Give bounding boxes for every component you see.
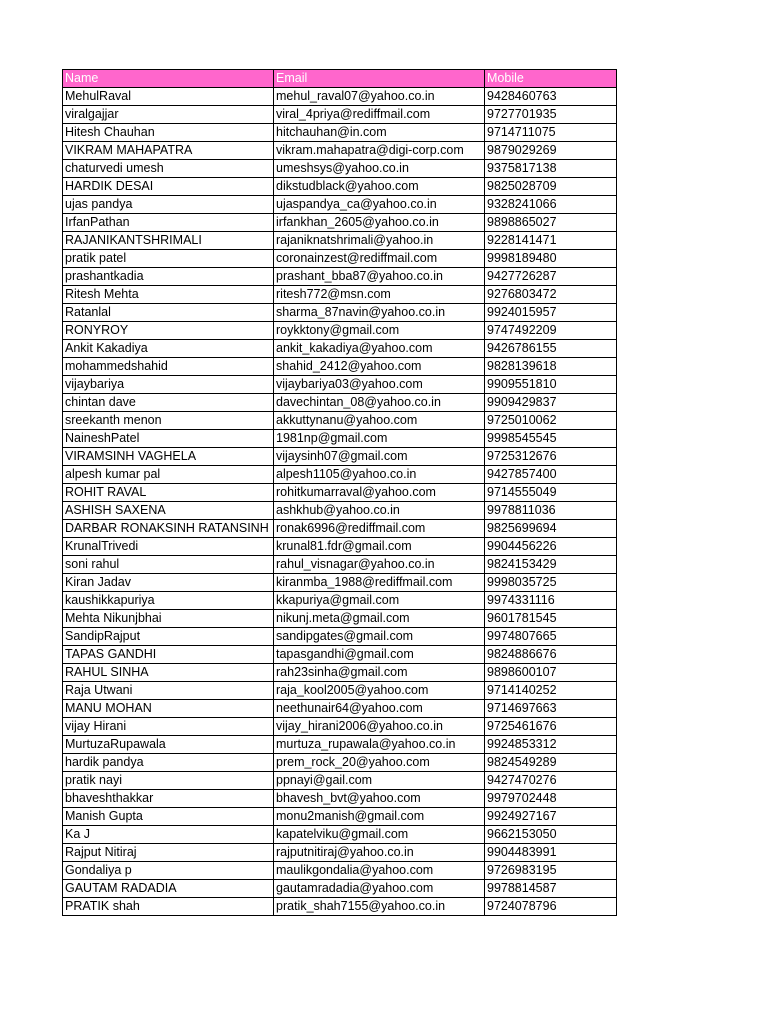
email-cell: 1981np@gmail.com bbox=[274, 430, 485, 448]
table-row bbox=[63, 106, 617, 124]
name-cell: Hitesh Chauhan bbox=[63, 124, 274, 142]
mobile-cell: 9726983195 bbox=[485, 862, 617, 880]
mobile-cell: 9924853312 bbox=[485, 736, 617, 754]
mobile-cell: 9904483991 bbox=[485, 844, 617, 862]
name-cell: PRATIK shah bbox=[63, 898, 274, 916]
name-cell: RONYROY bbox=[63, 322, 274, 340]
mobile-cell: 9727701935 bbox=[485, 106, 617, 124]
email-cell: ppnayi@gail.com bbox=[274, 772, 485, 790]
email-cell: umeshsys@yahoo.co.in bbox=[274, 160, 485, 178]
table-row bbox=[63, 340, 617, 358]
name-cell: DARBAR RONAKSINH RATANSINH bbox=[63, 520, 274, 538]
mobile-cell: 9328241066 bbox=[485, 196, 617, 214]
table-row bbox=[63, 610, 617, 628]
table-row bbox=[63, 430, 617, 448]
table-row bbox=[63, 790, 617, 808]
name-cell: pratik nayi bbox=[63, 772, 274, 790]
table-row bbox=[63, 196, 617, 214]
email-cell: murtuza_rupawala@yahoo.co.in bbox=[274, 736, 485, 754]
table-row bbox=[63, 664, 617, 682]
name-cell: TAPAS GANDHI bbox=[63, 646, 274, 664]
name-cell: NaineshPatel bbox=[63, 430, 274, 448]
mobile-cell: 9998189480 bbox=[485, 250, 617, 268]
name-cell: ujas pandya bbox=[63, 196, 274, 214]
name-cell: RAJANIKANTSHRIMALI bbox=[63, 232, 274, 250]
header-email: Email bbox=[274, 70, 485, 88]
table-row bbox=[63, 520, 617, 538]
table-row bbox=[63, 250, 617, 268]
header-row bbox=[63, 70, 617, 88]
email-cell: ujaspandya_ca@yahoo.co.in bbox=[274, 196, 485, 214]
name-cell: Mehta Nikunjbhai bbox=[63, 610, 274, 628]
email-cell: neethunair64@yahoo.com bbox=[274, 700, 485, 718]
mobile-cell: 9974331116 bbox=[485, 592, 617, 610]
email-cell: rahul_visnagar@yahoo.co.in bbox=[274, 556, 485, 574]
name-cell: HARDIK DESAI bbox=[63, 178, 274, 196]
name-cell: Ritesh Mehta bbox=[63, 286, 274, 304]
name-cell: chaturvedi umesh bbox=[63, 160, 274, 178]
name-cell: KrunalTrivedi bbox=[63, 538, 274, 556]
name-cell: SandipRajput bbox=[63, 628, 274, 646]
mobile-cell: 9714711075 bbox=[485, 124, 617, 142]
email-cell: roykktony@gmail.com bbox=[274, 322, 485, 340]
email-cell: ashkhub@yahoo.co.in bbox=[274, 502, 485, 520]
mobile-cell: 9898600107 bbox=[485, 664, 617, 682]
name-cell: Ka J bbox=[63, 826, 274, 844]
table-row bbox=[63, 178, 617, 196]
email-cell: vijaysinh07@gmail.com bbox=[274, 448, 485, 466]
name-cell: Ratanlal bbox=[63, 304, 274, 322]
name-cell: vijaybariya bbox=[63, 376, 274, 394]
contacts-table bbox=[62, 69, 617, 916]
table-row bbox=[63, 754, 617, 772]
mobile-cell: 9601781545 bbox=[485, 610, 617, 628]
header-name: Name bbox=[63, 70, 274, 88]
mobile-cell: 9924927167 bbox=[485, 808, 617, 826]
mobile-cell: 9898865027 bbox=[485, 214, 617, 232]
name-cell: GAUTAM RADADIA bbox=[63, 880, 274, 898]
email-cell: sharma_87navin@yahoo.co.in bbox=[274, 304, 485, 322]
email-cell: akkuttynanu@yahoo.com bbox=[274, 412, 485, 430]
mobile-cell: 9825699694 bbox=[485, 520, 617, 538]
mobile-cell: 9904456226 bbox=[485, 538, 617, 556]
name-cell: viralgajjar bbox=[63, 106, 274, 124]
mobile-cell: 9909551810 bbox=[485, 376, 617, 394]
header-mobile: Mobile bbox=[485, 70, 617, 88]
table-row bbox=[63, 484, 617, 502]
email-cell: maulikgondalia@yahoo.com bbox=[274, 862, 485, 880]
mobile-cell: 9924015957 bbox=[485, 304, 617, 322]
mobile-cell: 9974807665 bbox=[485, 628, 617, 646]
table-row bbox=[63, 412, 617, 430]
mobile-cell: 9824886676 bbox=[485, 646, 617, 664]
mobile-cell: 9824153429 bbox=[485, 556, 617, 574]
table-row bbox=[63, 286, 617, 304]
mobile-cell: 9725010062 bbox=[485, 412, 617, 430]
email-cell: vikram.mahapatra@digi-corp.com bbox=[274, 142, 485, 160]
name-cell: vijay Hirani bbox=[63, 718, 274, 736]
table-row bbox=[63, 844, 617, 862]
table-row bbox=[63, 394, 617, 412]
email-cell: nikunj.meta@gmail.com bbox=[274, 610, 485, 628]
email-cell: davechintan_08@yahoo.co.in bbox=[274, 394, 485, 412]
mobile-cell: 9427857400 bbox=[485, 466, 617, 484]
mobile-cell: 9828139618 bbox=[485, 358, 617, 376]
table-row bbox=[63, 556, 617, 574]
contacts-body bbox=[63, 88, 617, 916]
table-row bbox=[63, 304, 617, 322]
email-cell: alpesh1105@yahoo.co.in bbox=[274, 466, 485, 484]
table-row bbox=[63, 772, 617, 790]
table-row bbox=[63, 376, 617, 394]
table-row bbox=[63, 682, 617, 700]
name-cell: pratik patel bbox=[63, 250, 274, 268]
name-cell: kaushikkapuriya bbox=[63, 592, 274, 610]
name-cell: MANU MOHAN bbox=[63, 700, 274, 718]
email-cell: pratik_shah7155@yahoo.co.in bbox=[274, 898, 485, 916]
mobile-cell: 9714140252 bbox=[485, 682, 617, 700]
table-row bbox=[63, 736, 617, 754]
email-cell: mehul_raval07@yahoo.co.in bbox=[274, 88, 485, 106]
email-cell: rohitkumarraval@yahoo.com bbox=[274, 484, 485, 502]
table-row bbox=[63, 466, 617, 484]
mobile-cell: 9427726287 bbox=[485, 268, 617, 286]
mobile-cell: 9714555049 bbox=[485, 484, 617, 502]
email-cell: ankit_kakadiya@yahoo.com bbox=[274, 340, 485, 358]
name-cell: VIKRAM MAHAPATRA bbox=[63, 142, 274, 160]
email-cell: vijay_hirani2006@yahoo.co.in bbox=[274, 718, 485, 736]
email-cell: tapasgandhi@gmail.com bbox=[274, 646, 485, 664]
table-row bbox=[63, 628, 617, 646]
email-cell: kapatelviku@gmail.com bbox=[274, 826, 485, 844]
mobile-cell: 9825028709 bbox=[485, 178, 617, 196]
name-cell: Rajput Nitiraj bbox=[63, 844, 274, 862]
table-row bbox=[63, 592, 617, 610]
mobile-cell: 9375817138 bbox=[485, 160, 617, 178]
table-row bbox=[63, 88, 617, 106]
email-cell: coronainzest@rediffmail.com bbox=[274, 250, 485, 268]
name-cell: ROHIT RAVAL bbox=[63, 484, 274, 502]
table-row bbox=[63, 124, 617, 142]
name-cell: MehulRaval bbox=[63, 88, 274, 106]
name-cell: mohammedshahid bbox=[63, 358, 274, 376]
table-row bbox=[63, 232, 617, 250]
name-cell: Kiran Jadav bbox=[63, 574, 274, 592]
name-cell: Gondaliya p bbox=[63, 862, 274, 880]
name-cell: Manish Gupta bbox=[63, 808, 274, 826]
table-row bbox=[63, 646, 617, 664]
mobile-cell: 9998545545 bbox=[485, 430, 617, 448]
mobile-cell: 9662153050 bbox=[485, 826, 617, 844]
mobile-cell: 9747492209 bbox=[485, 322, 617, 340]
name-cell: Raja Utwani bbox=[63, 682, 274, 700]
email-cell: irfankhan_2605@yahoo.co.in bbox=[274, 214, 485, 232]
mobile-cell: 9979702448 bbox=[485, 790, 617, 808]
table-row bbox=[63, 880, 617, 898]
mobile-cell: 9276803472 bbox=[485, 286, 617, 304]
name-cell: Ankit Kakadiya bbox=[63, 340, 274, 358]
table-row bbox=[63, 538, 617, 556]
name-cell: VIRAMSINH VAGHELA bbox=[63, 448, 274, 466]
email-cell: rah23sinha@gmail.com bbox=[274, 664, 485, 682]
email-cell: shahid_2412@yahoo.com bbox=[274, 358, 485, 376]
name-cell: RAHUL SINHA bbox=[63, 664, 274, 682]
mobile-cell: 9724078796 bbox=[485, 898, 617, 916]
mobile-cell: 9978811036 bbox=[485, 502, 617, 520]
mobile-cell: 9426786155 bbox=[485, 340, 617, 358]
table-row bbox=[63, 898, 617, 916]
table-row bbox=[63, 358, 617, 376]
name-cell: prashantkadia bbox=[63, 268, 274, 286]
email-cell: kkapuriya@gmail.com bbox=[274, 592, 485, 610]
name-cell: sreekanth menon bbox=[63, 412, 274, 430]
table-row bbox=[63, 322, 617, 340]
email-cell: rajputnitiraj@yahoo.co.in bbox=[274, 844, 485, 862]
email-cell: kiranmba_1988@rediffmail.com bbox=[274, 574, 485, 592]
email-cell: ritesh772@msn.com bbox=[274, 286, 485, 304]
mobile-cell: 9879029269 bbox=[485, 142, 617, 160]
mobile-cell: 9427470276 bbox=[485, 772, 617, 790]
mobile-cell: 9909429837 bbox=[485, 394, 617, 412]
email-cell: monu2manish@gmail.com bbox=[274, 808, 485, 826]
email-cell: vijaybariya03@yahoo.com bbox=[274, 376, 485, 394]
table-row bbox=[63, 502, 617, 520]
contacts-sheet bbox=[62, 69, 616, 916]
table-row bbox=[63, 160, 617, 178]
table-row bbox=[63, 862, 617, 880]
table-row bbox=[63, 214, 617, 232]
table-row bbox=[63, 142, 617, 160]
mobile-cell: 9714697663 bbox=[485, 700, 617, 718]
mobile-cell: 9725461676 bbox=[485, 718, 617, 736]
email-cell: ronak6996@rediffmail.com bbox=[274, 520, 485, 538]
name-cell: ASHISH SAXENA bbox=[63, 502, 274, 520]
name-cell: bhaveshthakkar bbox=[63, 790, 274, 808]
name-cell: IrfanPathan bbox=[63, 214, 274, 232]
mobile-cell: 9725312676 bbox=[485, 448, 617, 466]
name-cell: alpesh kumar pal bbox=[63, 466, 274, 484]
table-row bbox=[63, 718, 617, 736]
email-cell: gautamradadia@yahoo.com bbox=[274, 880, 485, 898]
table-row bbox=[63, 268, 617, 286]
email-cell: dikstudblack@yahoo.com bbox=[274, 178, 485, 196]
name-cell: chintan dave bbox=[63, 394, 274, 412]
mobile-cell: 9978814587 bbox=[485, 880, 617, 898]
table-row bbox=[63, 448, 617, 466]
table-row bbox=[63, 574, 617, 592]
table-row bbox=[63, 700, 617, 718]
email-cell: raja_kool2005@yahoo.com bbox=[274, 682, 485, 700]
mobile-cell: 9428460763 bbox=[485, 88, 617, 106]
email-cell: hitchauhan@in.com bbox=[274, 124, 485, 142]
email-cell: rajaniknatshrimali@yahoo.in bbox=[274, 232, 485, 250]
name-cell: MurtuzaRupawala bbox=[63, 736, 274, 754]
email-cell: krunal81.fdr@gmail.com bbox=[274, 538, 485, 556]
mobile-cell: 9824549289 bbox=[485, 754, 617, 772]
mobile-cell: 9228141471 bbox=[485, 232, 617, 250]
email-cell: prashant_bba87@yahoo.co.in bbox=[274, 268, 485, 286]
table-row bbox=[63, 826, 617, 844]
email-cell: bhavesh_bvt@yahoo.com bbox=[274, 790, 485, 808]
name-cell: hardik pandya bbox=[63, 754, 274, 772]
email-cell: sandipgates@gmail.com bbox=[274, 628, 485, 646]
email-cell: prem_rock_20@yahoo.com bbox=[274, 754, 485, 772]
table-row bbox=[63, 808, 617, 826]
email-cell: viral_4priya@rediffmail.com bbox=[274, 106, 485, 124]
mobile-cell: 9998035725 bbox=[485, 574, 617, 592]
name-cell: soni rahul bbox=[63, 556, 274, 574]
